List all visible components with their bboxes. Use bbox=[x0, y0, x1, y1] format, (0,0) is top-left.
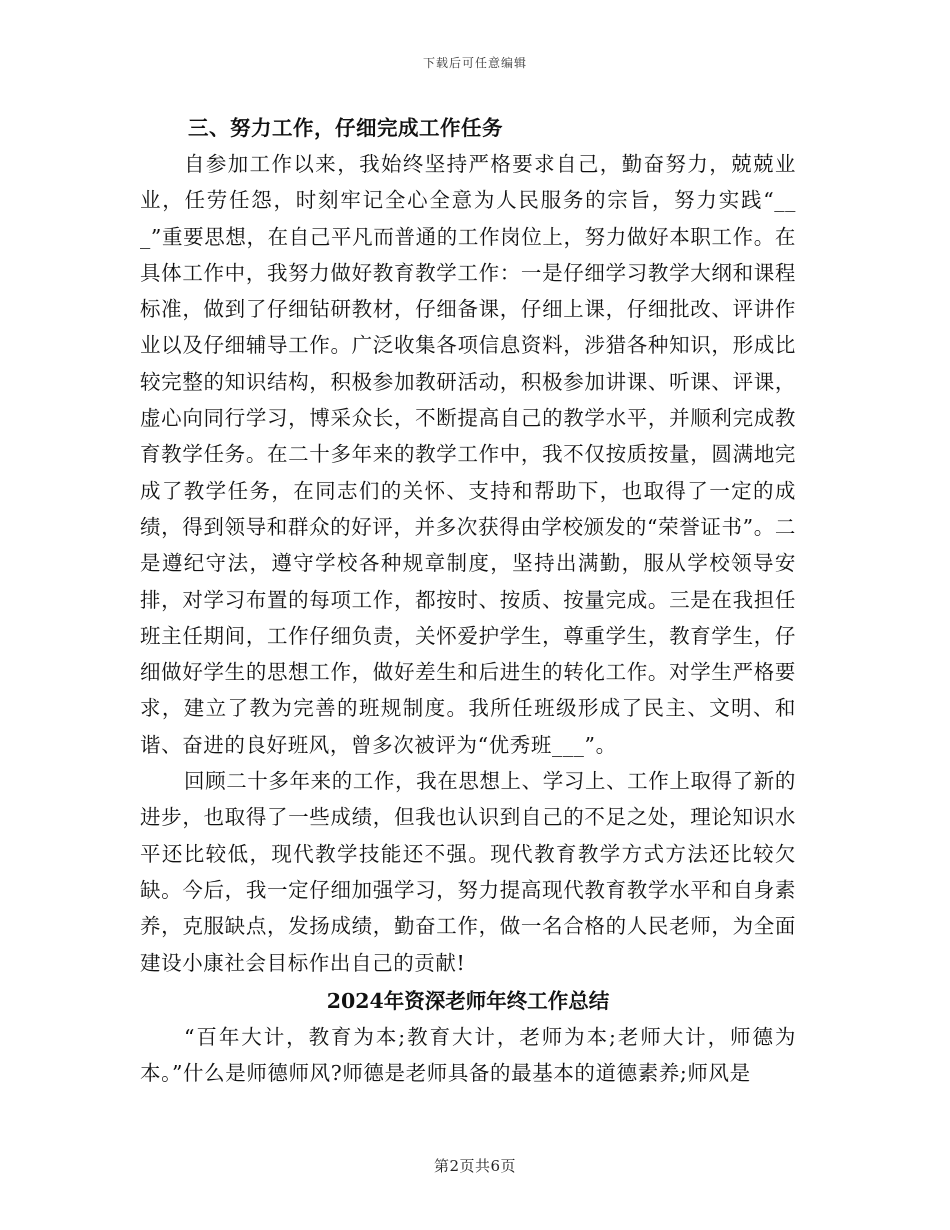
page-number: 第2页共6页 bbox=[433, 1157, 517, 1175]
section-heading: 三、努力工作，仔细完成工作任务 bbox=[188, 116, 503, 140]
document-body bbox=[140, 110, 796, 1091]
paragraph-intro: “百年大计，教育为本;教育大计，老师为本;老师大计，师德为本。”什么是师德师风?师德是老师具备的最基本的道德素养;师风是 bbox=[140, 1024, 796, 1086]
paragraph-review: 回顾二十多年来的工作，我在思想上、学习上、工作上取得了新的进步，也取得了一些成绩，但我也认识到自己的不足之处，理论知识水平还比较低，现代教学技能还不强。现代教育教学方式方法还比较欠缺。今后，我一定仔细加强学习，努力提高现代教育教学水平和自身素养，克服缺点，发扬成绩，勤奋工作，做一名合格的人民老师，为全面建设小康社会目标作出自己的贡献! bbox=[140, 769, 796, 975]
header-note: 下载后可任意编辑 bbox=[422, 56, 527, 70]
paragraph-work-duties: 自参加工作以来，我始终坚持严格要求自己，勤奋努力，兢兢业业，任劳任怨，时刻牢记全心全意为人民服务的宗旨，努力实践“___”重要思想，在自己平凡而普通的工作岗位上，努力做好本职工作。在具体工作中，我努力做好教育教学工作：一是仔细学习教学大纲和课程标准，做到了仔细钻研教材，仔细备课，仔细上课，仔细批改、评讲作业以及仔细辅导工作。广泛收集各项信息资料，涉猎各种知识，形成比较完整的知识结构，积极参加教研活动，积极参加讲课、听课、评课，虚心向同行学习，博采众长，不断提高自己的教学水平，并顺利完成教育教学任务。在二十多年来的教学工作中，我不仅按质按量，圆满地完成了教学任务，在同志们的关怀、支持和帮助下，也取得了一定的成绩，得到领导和群众的好评，并多次获得由学校颁发的“荣誉证书”。二是遵纪守法，遵守学校各种规章制度，坚持出满勤，服从学校领导安排，对学习布置的每项工作，都按时、按质、按量完成。三是在我担任班主任期间，工作仔细负责，关怀爱护学生，尊重学生，教育学生，仔细做好学生的思想工作，做好差生和后进生的转化工作。对学生严格要求，建立了教为完善的班规制度。我所任班级形成了民主、文明、和谐、奋进的良好班风，曾多次被评为“优秀班___”。 bbox=[140, 152, 796, 757]
document-title: 2024年资深老师年终工作总结 bbox=[326, 988, 610, 1013]
